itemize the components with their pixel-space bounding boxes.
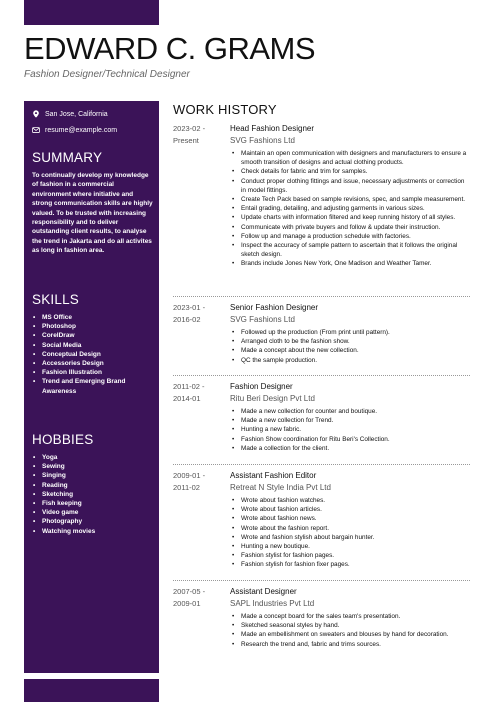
top-accent-band bbox=[24, 0, 159, 25]
list-item: • Watching movies bbox=[32, 527, 153, 536]
location-text: San Jose, California bbox=[45, 110, 108, 118]
start-date: 2009-01 - bbox=[173, 471, 206, 480]
responsibility-list bbox=[230, 496, 470, 570]
list-item: • Photoshop bbox=[32, 322, 153, 331]
list-item: • Yoga bbox=[32, 453, 153, 462]
summary-text: To continually develop my knowledge of fashion in a commercial environment where initiative and strong communication skills are highly valued. To be trusted with increasing responsibility and to deliver outstanding client results, to analyse the trend in Jakarta and do all activites as long in fashion area. bbox=[32, 172, 153, 255]
list-item: • Followed up the production (From print until pattern). bbox=[230, 328, 470, 337]
list-item: • Photography bbox=[32, 517, 153, 526]
list-item: • Trend and Emerging Brand Awareness bbox=[32, 377, 153, 395]
list-item: • Fish keeping bbox=[32, 499, 153, 508]
list-item: • Made an embellishment on sweaters and blouses by hand for decoration. bbox=[230, 630, 470, 639]
list-item: • Video game bbox=[32, 508, 153, 517]
skills-heading: SKILLS bbox=[32, 292, 79, 307]
contact-location bbox=[32, 108, 108, 120]
list-item: • Fashion stylist for fashion pages. bbox=[230, 551, 470, 560]
list-item: • Conceptual Design bbox=[32, 350, 153, 359]
company-name: SVG Fashions Ltd bbox=[230, 136, 295, 145]
list-item: • Follow up and manage a production schedule with factories. bbox=[230, 232, 470, 241]
list-item: • Wrote about the fashion report. bbox=[230, 524, 470, 533]
work-history-heading: WORK HISTORY bbox=[173, 102, 277, 117]
work-dates bbox=[173, 302, 223, 326]
end-date: Present bbox=[173, 136, 199, 145]
list-item: • Check details for fabric and trim for samples. bbox=[230, 167, 470, 176]
list-item: • Made a concept board for the sales team's presentation. bbox=[230, 612, 470, 621]
bottom-accent-band bbox=[24, 679, 159, 702]
list-item: • Made a new collection for counter and boutique. bbox=[230, 407, 470, 416]
start-date: 2023-02 - bbox=[173, 124, 206, 133]
list-item: • Communicate with private buyers and follow & update their instruction. bbox=[230, 223, 470, 232]
entry-divider bbox=[173, 580, 470, 581]
end-date: 2016-02 bbox=[173, 315, 201, 324]
start-date: 2011-02 - bbox=[173, 382, 205, 391]
entry-divider bbox=[173, 464, 470, 465]
list-item: • CorelDraw bbox=[32, 331, 153, 340]
list-item: • Wrote about fashion articles. bbox=[230, 505, 470, 514]
list-item: • Brands include Jones New York, One Madison and Weather Tamer. bbox=[230, 259, 470, 268]
list-item: • Update charts with information filtered and keep running history of all styles. bbox=[230, 213, 470, 222]
list-item: • Fashion Show coordination for Ritu Beri's Collection. bbox=[230, 435, 470, 444]
contact-email[interactable] bbox=[32, 124, 117, 136]
list-item: • Sewing bbox=[32, 462, 153, 471]
list-item: • Accessories Design bbox=[32, 359, 153, 368]
entry-divider bbox=[173, 296, 470, 297]
candidate-name: EDWARD C. GRAMS bbox=[24, 31, 316, 66]
list-item: • Social Media bbox=[32, 341, 153, 350]
list-item: • Entail grading, detailing, and adjusting garments in various sizes. bbox=[230, 204, 470, 213]
list-item: • Hunting a new fabric. bbox=[230, 425, 470, 434]
entry-divider bbox=[173, 375, 470, 376]
start-date: 2007-05 - bbox=[173, 587, 206, 596]
list-item: • Create Tech Pack based on sample revisions, spec, and sample measurement. bbox=[230, 195, 470, 204]
work-dates bbox=[173, 381, 223, 405]
list-item: • Made a concept about the new collection. bbox=[230, 346, 470, 355]
hobbies-list bbox=[32, 453, 153, 536]
job-role: Fashion Designer bbox=[230, 382, 293, 391]
list-item: • Research the trend and, fabric and trims sources. bbox=[230, 640, 470, 649]
company-name: Ritu Beri Design Pvt Ltd bbox=[230, 394, 315, 403]
list-item: • Sketched seasonal styles by hand. bbox=[230, 621, 470, 630]
summary-heading: SUMMARY bbox=[32, 150, 103, 165]
end-date: 2014-01 bbox=[173, 394, 201, 403]
work-dates bbox=[173, 470, 223, 494]
list-item: • Wrote about fashion watches. bbox=[230, 496, 470, 505]
list-item: • Hunting a new boutique. bbox=[230, 542, 470, 551]
list-item: • Singing bbox=[32, 471, 153, 480]
list-item: • Made a collection for the client. bbox=[230, 444, 470, 453]
work-dates bbox=[173, 123, 223, 147]
company-name: Retreat N Style India Pvt Ltd bbox=[230, 483, 331, 492]
responsibility-list bbox=[230, 149, 470, 269]
list-item: • Wrote and fashion stylish about bargain hunter. bbox=[230, 533, 470, 542]
list-item: • MS Office bbox=[32, 313, 153, 322]
end-date: 2011-02 bbox=[173, 483, 200, 492]
job-role: Assistant Fashion Editor bbox=[230, 471, 317, 480]
responsibility-list bbox=[230, 407, 470, 453]
job-role: Assistant Designer bbox=[230, 587, 297, 596]
list-item: • Fashion Illustration bbox=[32, 368, 153, 377]
email-link[interactable]: resume@example.com bbox=[45, 126, 118, 134]
list-item: • Made a new collection for Trend. bbox=[230, 416, 470, 425]
list-item: • Arranged cloth to be the fashion show. bbox=[230, 337, 470, 346]
job-title: Fashion Designer/Technical Designer bbox=[24, 69, 190, 80]
list-item: • Wrote about fashion news. bbox=[230, 514, 470, 523]
work-dates bbox=[173, 586, 223, 610]
location-pin-icon bbox=[32, 110, 40, 118]
company-name: SVG Fashions Ltd bbox=[230, 315, 295, 324]
list-item: • Maintain an open communication with designers and manufacturers to ensure a smooth transition of designs and actual clothing products. bbox=[230, 149, 470, 167]
mail-icon bbox=[32, 126, 40, 134]
list-item: • Conduct proper clothing fittings and issue, necessary adjustments or correction in model fittings. bbox=[230, 177, 470, 195]
sidebar bbox=[24, 101, 159, 673]
job-role: Head Fashion Designer bbox=[230, 124, 315, 133]
responsibility-list bbox=[230, 612, 470, 649]
start-date: 2023-01 - bbox=[173, 303, 206, 312]
list-item: • Fashion stylish for fashion fixer pages. bbox=[230, 560, 470, 569]
job-role: Senior Fashion Designer bbox=[230, 303, 319, 312]
hobbies-heading: HOBBIES bbox=[32, 432, 94, 447]
company-name: SAPL Industries Pvt Ltd bbox=[230, 599, 315, 608]
list-item: • QC the sample production. bbox=[230, 356, 470, 365]
responsibility-list bbox=[230, 328, 470, 365]
end-date: 2009-01 bbox=[173, 599, 201, 608]
list-item: • Reading bbox=[32, 481, 153, 490]
list-item: • Inspect the accuracy of sample pattern to ascertain that it follows the original sketch design. bbox=[230, 241, 470, 259]
list-item: • Sketching bbox=[32, 490, 153, 499]
skills-list bbox=[32, 313, 153, 396]
